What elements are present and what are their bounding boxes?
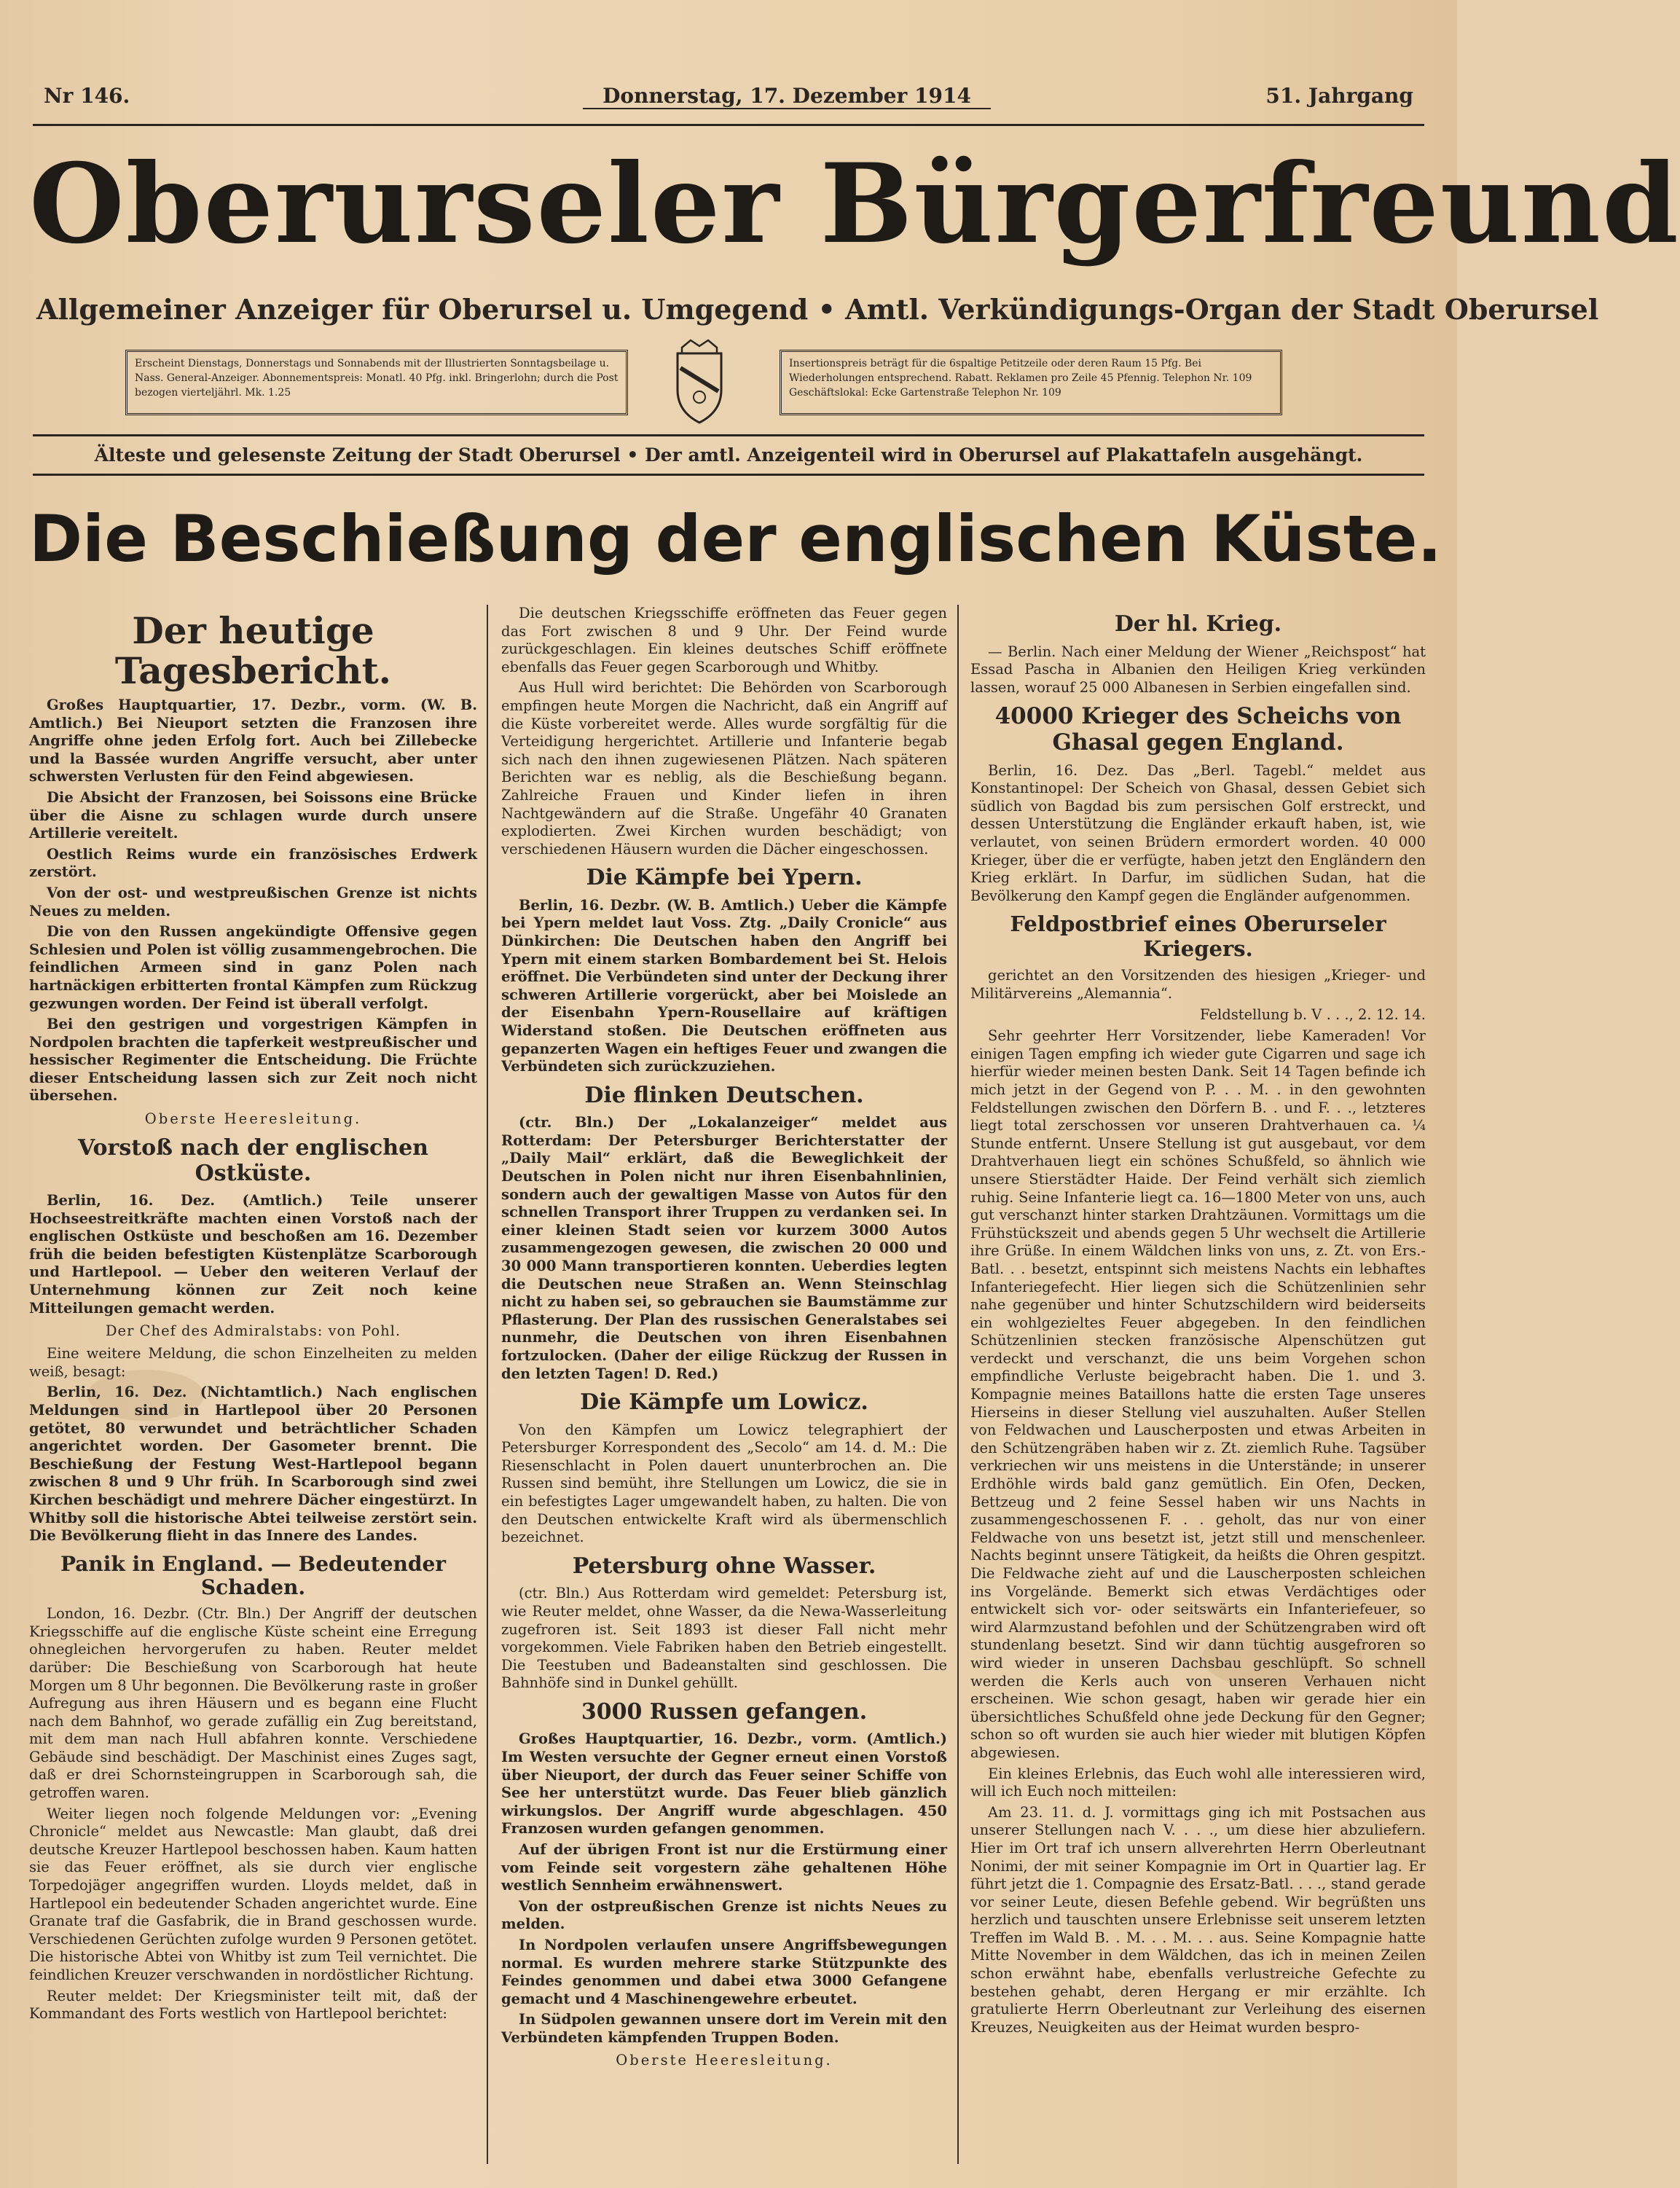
article-paragraph: Reuter meldet: Der Kriegsminister teilt mit, daß der Kommandant des Forts westlich von Hartlepool berichtet: — [29, 1987, 477, 2023]
volume-number: 51. Jahrgang — [1265, 84, 1413, 108]
column-2 — [501, 605, 947, 2164]
article-paragraph: (ctr. Bln.) Aus Rotterdam wird gemeldet: Petersburg ist, wie Reuter meldet, ohne Wasser, da die Newa-Wasserleitung zugefroren ist. Seit 1893 ist dieser Fall nicht mehr vorgekommen. Viele Fabriken haben den Betrieb eingestellt. Die Teestuben und Badeanstalten sind geschlossen. Die Bahnhöfe sind in Dunkel gehüllt. — [501, 1585, 947, 1692]
article-heading: Panik in England. — Bedeutender Schaden. — [60, 1551, 447, 1599]
issue-date: Donnerstag, 17. Dezember 1914 — [583, 84, 991, 109]
article-heading: Der heutige Tagesbericht. — [114, 609, 392, 692]
masthead-subtitle: Allgemeiner Anzeiger für Oberursel u. Umgegend • Amtl. Verkündigungs-Organ der Stadt Oberursel — [36, 293, 1599, 326]
newspaper-masthead: Oberurseler Bürgerfreund — [29, 140, 1680, 268]
article-heading: Die Kämpfe bei Ypern. — [586, 865, 863, 891]
article-heading: Feldpostbrief eines Oberurseler Kriegers. — [1010, 911, 1386, 961]
article-paragraph: gerichtet an den Vorsitzenden des hiesigen „Krieger- und Militärvereins „Alemannia“. — [970, 967, 1426, 1002]
column-3 — [970, 605, 1426, 2164]
article-paragraph: Die deutschen Kriegsschiffe eröffneten das Feuer gegen das Fort zwischen 8 und 9 Uhr. Der Feind wurde zurückgeschlagen. Ein kleines deutsches Schiff eröffnete ebenfalls das Feuer gegen Scarborough und Whitby. — [501, 605, 947, 675]
article-heading: Der hl. Krieg. — [1114, 611, 1282, 637]
article-paragraph: Berlin, 16. Dez. Das „Berl. Tagebl.“ meldet aus Konstantinopel: Der Scheich von Ghasal, dessen Gebiet sich südlich von Bagdad bis zum persischen Golf erstreckt, und dessen Unterstützung die Engländer erkauft haben, ist, wie verlautet, von seinen Brüdern ermordert worden. 40 000 Krieger, über die er verfügte, haben jetzt den Engländern den Krieg erklärt. In Darfur, im südlichen Sudan, hat die Bevölkerung den Kampf gegen die Engländer aufgenommen. — [970, 761, 1426, 904]
signature: Oberste Heeresleitung. — [144, 1110, 362, 1128]
article-paragraph: London, 16. Dezbr. (Ctr. Bln.) Der Angriff der deutschen Kriegsschiffe auf die englische Küste scheint eine Erregung ohnegleichen hervorgerufen zu haben. Reuter meldet darüber: Die Beschießung von Scarborough hat heute Morgen um 8 Uhr begonnen. Die Bevölkerung raste in großer Aufregung aus ihren Häusern und es begann eine Flucht nach dem Bahnhof, wo gerade zufällig ein Zug bereitstand, mit dem man nach Hull abfahren konnte. Verschiedene Gebäude sind beschädigt. Der Maschinist eines Zuges sagt, daß er drei Schornsteingruppen in Scarborough sah, die getroffen waren. — [29, 1605, 477, 1802]
article-paragraph: Von der ost- und westpreußischen Grenze ist nichts Neues zu melden. — [29, 884, 477, 919]
header-row — [44, 84, 1413, 120]
article-heading: 40000 Krieger des Scheichs von Ghasal gegen England. — [994, 703, 1402, 756]
tagline-bottom-rule — [33, 474, 1424, 476]
subscription-info: Erscheint Dienstags, Donnerstags und Sonnabends mit der Illustrierten Sonntagsbeilage u. Nass. General-Anzeiger. Abonnementspreis: Monatl. 40 Pfg. inkl. Bringerlohn; durch die Post bezogen vierteljährl. Mk. 1.25 — [125, 350, 628, 415]
column-1 — [29, 605, 477, 2164]
article-paragraph: — Berlin. Nach einer Meldung der Wiener „Reichspost“ hat Essad Pascha in Albanien den Heiligen Krieg verkünden lassen, worauf 25 000 Albanesen in Serbien eingefallen sind. — [970, 643, 1426, 696]
article-paragraph: Eine weitere Meldung, die schon Einzelheiten zu melden weiß, besagt: — [29, 1345, 477, 1380]
article-heading: Die flinken Deutschen. — [584, 1082, 864, 1108]
article-paragraph: Am 23. 11. d. J. vormittags ging ich mit Postsachen aus unserer Stellungen nach V. . . ., um diese hier abzuliefern. Hier im Ort traf ich unsern allverehrten Herrn Oberleutnant Nonimi, der mit seiner Kompagnie im Ort in Quartier lag. Er führt jetzt die 1. Compagnie des Ersatz-Batl. . . ., stand gerade vor seiner Leute, diesen Befehle gebend. Wir begrüßten uns herzlich und tauschten unsere Erlebnisse seit unserem letzten Treffen im Wald B. . M. . . M. . . aus. Seine Kompagnie hatte Mitte November in dem Wäldchen, das ich in meinen Zeilen schon erwähnt habe, ebenfalls verlustreiche Gefechte zu bestehen gehabt, deren Hergang er mir erzählte. Ich gratulierte Herrn Oberleutnant zur Verleihung des eisernen Kreuzes, Neuigkeiten aus der Heimat wurden bespro- — [970, 1803, 1426, 2036]
article-heading: Vorstoß nach der englischen Ostküste. — [78, 1135, 428, 1186]
town-crest-icon — [664, 339, 734, 426]
article-paragraph: Bei den gestrigen und vorgestrigen Kämpfen in Nordpolen brachten die tapferkeit westpreußischer und hessischer Regimenter die Entscheidung. Die Früchte dieser Entscheidung lassen sich zur Zeit noch nicht übersehen. — [29, 1016, 477, 1105]
article-paragraph: In Nordpolen verlaufen unsere Angriffsbewegungen normal. Es wurden mehrere starke Stützpunkte des Feindes genommen und dabei etwa 3000 Gefangene gemacht und 4 Maschinengewehre erbeutet. — [501, 1936, 947, 2007]
advertising-info: Insertionspreis beträgt für die 6spaltige Petitzeile oder deren Raum 15 Pfg. Bei Wiederholungen entsprechend. Rabatt. Reklamen pro Zeile 45 Pfennig. Telephon Nr. 109 Geschäftslokal: Ecke Gartenstraße Telephon Nr. 109 — [780, 350, 1282, 415]
article-paragraph: Oestlich Reims wurde ein französisches Erdwerk zerstört. — [29, 845, 477, 881]
article-paragraph: Die von den Russen angekündigte Offensive gegen Schlesien und Polen ist völlig zusammengebrochen. Die feindlichen Armeen sind in ganz Polen nach hartnäckigen erbitterten frontal Kämpfen zum Rückzug gezwungen worden. Der Feind ist überall verfolgt. — [29, 923, 477, 1012]
article-paragraph: Berlin, 16. Dezbr. (W. B. Amtlich.) Ueber die Kämpfe bei Ypern meldet laut Voss. Ztg. „Daily Cronicle“ aus Dünkirchen: Die Deutschen haben den Angriff bei Ypern mit einem starken Bombardement bei St. Helois eröffnet. Die Verbündeten sind unter der Deckung ihrer schweren Artillerie vorgerückt, aber bei Moislede an der Eisenbahn Ypern-Rousellaire auf kräftigen Widerstand stoßen. Die Deutschen eröffneten aus gepanzerten Wagen ein heftiges Feuer und zwangen die Verbündeten sich zurückzuziehen. — [501, 896, 947, 1075]
header-rule — [33, 124, 1424, 126]
column-divider — [957, 605, 959, 2164]
letter-dateline: Feldstellung b. V . . ., 2. 12. 14. — [1200, 1006, 1426, 1024]
article-paragraph: (ctr. Bln.) Der „Lokalanzeiger“ meldet aus Rotterdam: Der Petersburger Berichterstatter der „Daily Mail“ erklärt, daß die Beweglichkeit der Deutschen in Polen nicht nur ihren Eisenbahnlinien, sondern auch der gewaltigen Masse von Autos für den schnellen Transport ihrer Truppen zu verdanken sei. In einer kleinen Stadt seien vor kurzem 3000 Autos zusammengezogen gewesen, die zwischen 20 000 und 30 000 Mann transportieren konnten. Ueberdies legten die Deutschen neue Straßen an. Wenn Steinschlag nicht zu haben sei, so gebrauchen sie Baumstämme zur Pflasterung. Der Plan des russischen Generalstabes sei nunmehr, die Deutschen von ihren Eisenbahnen fortzulocken. (Daher der eilige Rückzug der Russen in den letzten Tagen! D. Red.) — [501, 1114, 947, 1382]
article-paragraph: Von der ostpreußischen Grenze ist nichts Neues zu melden. — [501, 1897, 947, 1933]
article-paragraph: Auf der übrigen Front ist nur die Erstürmung einer vom Feinde seit vorgestern zähe gehaltenen Höhe westlich Sennheim erwähnenswert. — [501, 1840, 947, 1894]
tagline: Älteste und gelesenste Zeitung der Stadt Oberursel • Der amtl. Anzeigenteil wird in Oberursel auf Plakattafeln ausgehängt. — [94, 444, 1363, 466]
signature: Der Chef des Admiralstabs: von Pohl. — [105, 1322, 401, 1340]
article-paragraph: Großes Hauptquartier, 17. Dezbr., vorm. (W. B. Amtlich.) Bei Nieuport setzten die Franzosen ihre Angriffe ohne jeden Erfolg fort. Auch bei Zillebecke und la Bassée wurden Angriffe versucht, aber unter schwersten Verlusten für den Feind abgewiesen. — [29, 697, 477, 785]
article-paragraph: Die Absicht der Franzosen, bei Soissons eine Brücke über die Aisne zu schlagen wurde durch unsere Artillerie vereitelt. — [29, 788, 477, 842]
signature: Oberste Heeresleitung. — [616, 2052, 833, 2069]
article-paragraph: Berlin, 16. Dez. (Amtlich.) Teile unserer Hochseestreitkräfte machten einen Vorstoß nach der englischen Ostküste und beschoßen am 16. Dezember früh die beiden befestigten Küstenplätze Scarborough und Hartlepool. — Ueber den weiteren Verlauf der Unternehmung können zur Zeit noch keine Mitteilungen gemacht werden. — [29, 1192, 477, 1317]
issue-number: Nr 146. — [44, 84, 130, 108]
tagline-top-rule — [33, 434, 1424, 436]
article-heading: Die Kämpfe um Lowicz. — [580, 1389, 868, 1416]
column-divider — [487, 605, 488, 2164]
article-paragraph: Von den Kämpfen um Lowicz telegraphiert der Petersburger Korrespondent des „Secolo“ am 14. d. M.: Die Riesenschlacht in Polen dauert ununterbrochen an. Die Russen sind bemüht, ihre Stellungen um Lowicz, die sie in ein befestigtes Lager umgewandelt haben, zu halten. Die von den Deutschen entwickelte Kraft wird als übermenschlich bezeichnet. — [501, 1421, 947, 1546]
article-heading: 3000 Russen gefangen. — [581, 1698, 868, 1725]
article-heading: Petersburg ohne Wasser. — [572, 1553, 876, 1579]
article-paragraph: Aus Hull wird berichtet: Die Behörden von Scarborough empfingen heute Morgen die Nachricht, daß ein Angriff auf die Küste vorbereitet werde. Alles wurde sorgfältig für die Verteidigung hergerichtet. Artillerie und Infanterie begab sich nach den ihnen zugewiesenen Plätzen. Nach späteren Berichten war es neblig, als die Beschießung begann. Zahlreiche Frauen und Kinder liefen in ihren Nachtgewändern auf die Straße. Ungefähr 40 Granaten explodierten. Zwei Kirchen wurden beschädigt; von verschiedenen Häusern wurden die Dächer eingeschossen. — [501, 679, 947, 858]
main-headline: Die Beschießung der englischen Küste. — [29, 501, 1442, 576]
article-paragraph: In Südpolen gewannen unsere dort im Verein mit den Verbündeten kämpfenden Truppen Boden. — [501, 2011, 947, 2046]
article-paragraph: Großes Hauptquartier, 16. Dezbr., vorm. (Amtlich.) Im Westen versuchte der Gegner erneut einen Vorstoß über Nieuport, der durch das Feuer seiner Schiffe von See her unterstützt wurde. Das Feuer blieb gänzlich wirkungslos. Der Angriff wurde abgeschlagen. 450 Franzosen wurden gefangen genommen. — [501, 1730, 947, 1838]
article-paragraph: Weiter liegen noch folgende Meldungen vor: „Evening Chronicle“ meldet aus Newcastle: Man glaubt, daß drei deutsche Kreuzer Hartlepool beschossen haben. Kaum hatten sie das Feuer eröffnet, als sie durch vier englische Torpedojäger angegriffen wurden. Lloyds meldet, daß in Hartlepool ein bedeutender Schaden angerichtet wurde. Eine Granate traf die Gasfabrik, die in Brand geschossen wurde. Verschiedenen Gerüchten zufolge wurden 9 Personen getötet. Die historische Abtei von Whitby ist zum Teil vernichtet. Die feindlichen Kreuzer verschwanden in nordöstlicher Richtung. — [29, 1805, 477, 1983]
article-paragraph: Sehr geehrter Herr Vorsitzender, liebe Kameraden! Vor einigen Tagen empfing ich wieder gute Cigarren und sage ich hierfür wieder meinen besten Dank. Seit 14 Tagen befinde ich mich jetzt in der Gegend von P. . . M. . in den gewohnten Feldstellungen zwischen den Dörfern B. . und F. . ., letzteres liegt total zerschossen vor unseren Drahtverhauen ca. ¼ Stunde entfernt. Unsere Stellung ist gut ausgebaut, vor dem Drahtverhauen liegt ein schönes Schußfeld, so ähnlich wie unsere Stierstädter Haide. Der Feind verhält sich ziemlich ruhig. Seine Infanterie liegt ca. 16—1800 Meter von uns, auch gut verschanzt hinter starken Drahtzäunen. Vormittags um die Frühstückszeit und abends gegen 5 Uhr wechselt die Artillerie ihre Grüße. In einem Wäldchen links von uns, z. Zt. von Ers.-Batl. . . besetzt, entspinnt sich meistens Nachts ein lebhaftes Infanteriegefecht. Hier liegen sich die Schützenlinien sehr nahe gegenüber und hinter Schutzschildern wird beiderseits ein wohlgezieltes Feuer abgegeben. In den feindlichen Schützenlinien stecken französische Alpenschützen gut verdeckt und verschanzt, die uns beim Vorgehen schon empfindliche Verluste beigebracht haben. Die 1. und 3. Kompagnie meines Bataillons hatte die ersten Tage unseres Hierseins in dieser Stellung viel auszuhalten. Außer Stellen von Feldwachen und Lauscherposten und etwas Arbeiten in den Schützengräben haben wir z. Zt. ziemlich Ruhe. Tagsüber verkriechen wir uns meistens in die Unterstände; in unserer Erdhöhle wirds bald ganz gemütlich. Ein Ofen, Decken, Bettzeug und 2 feine Sessel haben wir uns Nachts in zusammengeschossenen F. . . geholt, das nur von einer Feldwache von uns besetzt ist, jetzt still und menschenleer. Nachts beginnt unsere Tätigkeit, da heißts die Ohren gespitzt. Die Feldwache zieht auf und die Lauscherposten schleichen ins Vorgelände. Bemerkt sich etwas Verdächtiges oder entwickelt sich vor- oder seitswärts ein Infanteriefeuer, so wird Alarmzustand befohlen und der Schützengraben wird oft stundenlang besetzt. Sind wir dann tüchtig ausgefroren so wird wieder in unseren Dachsbau geschlüpft. So schnell werden die Kerls auch von unseren Verhauen nicht erscheinen. Wie schon gesagt, haben wir gerade hier ein übersichtliches Schußfeld ohne jede Deckung für den Gegner; schon so oft wurden sie auch hier wieder mit blutigen Köpfen abgewiesen. — [970, 1027, 1426, 1761]
article-paragraph: Ein kleines Erlebnis, das Euch wohl alle interessieren wird, will ich Euch noch mitteilen: — [970, 1765, 1426, 1800]
article-paragraph: Berlin, 16. Dez. (Nichtamtlich.) Nach englischen Meldungen sind in Hartlepool über 20 Personen getötet, 80 verwundet und beträchtlicher Schaden angerichtet worden. Der Gasometer brennt. Die Beschießung der Festung West-Hartlepool begann zwischen 8 und 9 Uhr früh. In Scarborough sind zwei Kirchen beschädigt und mehrere Dächer eingestürzt. In Whitby soll die historische Abtei teilweise zerstört sein. Die Bevölkerung flieht in das Innere des Landes. — [29, 1384, 477, 1545]
